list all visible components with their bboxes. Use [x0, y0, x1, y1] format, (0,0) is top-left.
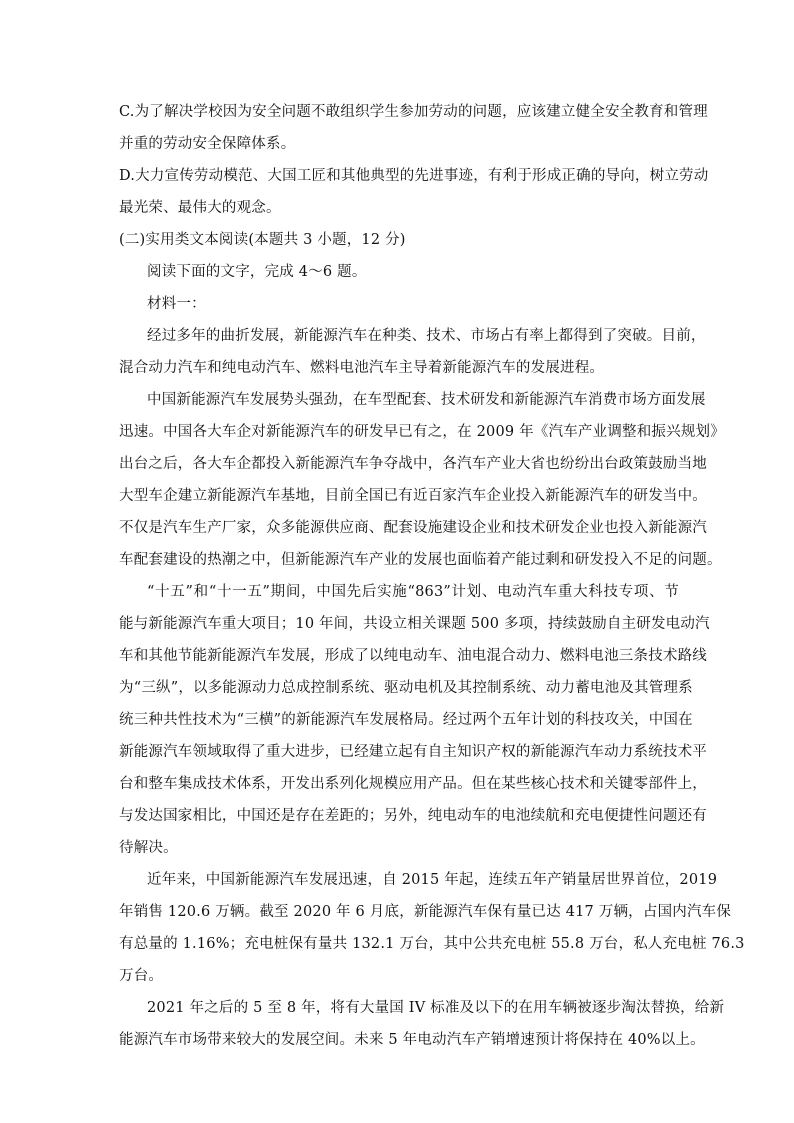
paragraph-3-line-2: 能与新能源汽车重大项目；10 年间，共设立相关课题 500 多项，持续鼓励自主研发电动汽: [119, 616, 710, 632]
paragraph-2-line-5: 不仅是汽车生产厂家，众多能源供应商、配套设施建设企业和技术研发企业也投入新能源汽: [119, 520, 707, 536]
paragraph-5-line-2: 能源汽车市场带来较大的发展空间。未来 5 年电动汽车产销增速预计将保持在 40%以上。: [119, 1032, 705, 1048]
option-c-line-2: 并重的劳动安全保障体系。: [119, 136, 296, 152]
paragraph-2-line-1: 中国新能源汽车发展势头强劲，在车型配套、技术研发和新能源汽车消费市场方面发展: [147, 392, 706, 408]
instruction-text: 阅读下面的文字，完成 4～6 题。: [147, 264, 367, 280]
paragraph-2-line-6: 车配套建设的热潮之中，但新能源汽车产业的发展也面临着产能过剩和研发投入不足的问题。: [119, 552, 722, 568]
paragraph-3-line-8: 与发达国家相比，中国还是存在差距的；另外，纯电动车的电池续航和充电便捷性问题还有: [119, 808, 707, 824]
paragraph-4-line-2: 年销售 120.6 万辆。截至 2020 年 6 月底，新能源汽车保有量已达 417 万辆，占国内汽车保: [119, 904, 732, 920]
paragraph-3-line-4: 为“三纵”，以多能源动力总成控制系统、驱动电机及其控制系统、动力蓄电池及其管理系: [119, 680, 693, 696]
paragraph-3-line-6: 新能源汽车领域取得了重大进步，已经建立起有自主知识产权的新能源汽车动力系统技术平: [119, 744, 707, 760]
paragraph-4-line-1: 近年来，中国新能源汽车发展迅速，自 2015 年起，连续五年产销量居世界首位，2019: [147, 872, 718, 888]
paragraph-3-line-7: 台和整车集成技术体系，开发出系列化规模应用产品。但在某些核心技术和关键零部件上，: [119, 776, 707, 792]
paragraph-2-line-3: 出台之后，各大车企都投入新能源汽车争夺战中，各汽车产业大省也纷纷出台政策鼓励当地: [119, 456, 707, 472]
paragraph-5-line-1: 2021 年之后的 5 至 8 年，将有大量国 IV 标准及以下的在用车辆被逐步淘汰替换，给新: [147, 1000, 725, 1016]
option-d-line-1: D.大力宣传劳动模范、大国工匠和其他典型的先进事迹，有利于形成正确的导向，树立劳动: [119, 168, 709, 184]
paragraph-4-line-4: 万台。: [119, 968, 164, 984]
paragraph-3-line-1: “十五”和“十一五”期间，中国先后实施“863”计划、电动汽车重大科技专项、节: [147, 584, 679, 600]
paragraph-4-line-3: 有总量的 1.16%；充电桩保有量共 132.1 万台，其中公共充电桩 55.8 万台，私人充电桩 76.3: [119, 936, 745, 952]
option-c-line-1: C.为了解决学校因为安全问题不敢组织学生参加劳动的问题，应该建立健全安全教育和管理: [119, 104, 708, 120]
paragraph-3-line-3: 车和其他节能新能源汽车发展，形成了以纯电动车、油电混合动力、燃料电池三条技术路线: [119, 648, 707, 664]
paragraph-3-line-9: 待解决。: [119, 840, 178, 856]
material-label: 材料一：: [147, 296, 206, 312]
paragraph-1-line-2: 混合动力汽车和纯电动汽车、燃料电池汽车主导着新能源汽车的发展进程。: [119, 360, 605, 376]
paragraph-2-line-2: 迅速。中国各大车企对新能源汽车的研发早已有之，在 2009 年《汽车产业调整和振兴规划》: [119, 424, 725, 440]
section-heading: (二)实用类文本阅读(本题共 3 小题，12 分): [119, 232, 406, 248]
paragraph-3-line-5: 统三种共性技术为“三横”的新能源汽车发展格局。经过两个五年计划的科技攻关，中国在: [119, 712, 693, 728]
paragraph-2-line-4: 大型车企建立新能源汽车基地，目前全国已有近百家汽车企业投入新能源汽车的研发当中。: [119, 488, 707, 504]
option-d-line-2: 最光荣、最伟大的观念。: [119, 200, 281, 216]
paragraph-1-line-1: 经过多年的曲折发展，新能源汽车在种类、技术、市场占有率上都得到了突破。目前，: [147, 328, 706, 344]
